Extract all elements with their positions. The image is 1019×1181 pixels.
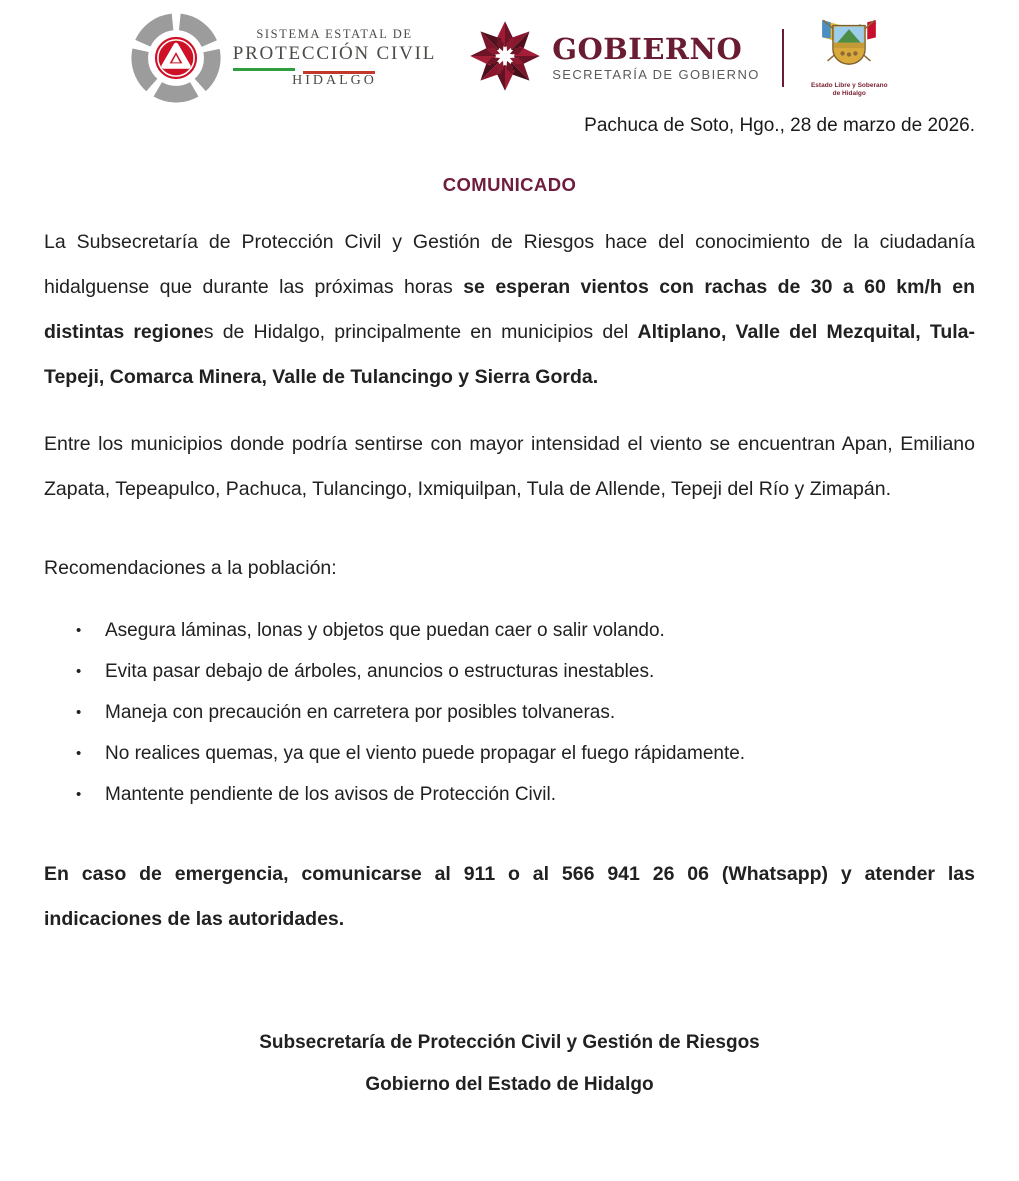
star-flower-icon (468, 19, 542, 98)
proteccion-civil-emblem-icon (127, 9, 225, 107)
proteccion-civil-logo (127, 9, 437, 107)
recommendation-item: • Evita pasar debajo de árboles, anuncios o estructuras inestables. (44, 657, 975, 687)
recommendation-item: • Maneja con precaución en carretera por posibles tolvaneras. (44, 698, 975, 728)
paragraph-intro-bold-regions: Altiplano, Valle del Mezquital, Tula-Tepeji, Comarca Minera, Valle de Tulancingo y Sierra Gorda. (44, 321, 976, 388)
pc-logo-line1: SISTEMA ESTATAL DE (256, 27, 413, 41)
header-divider (782, 29, 785, 87)
gobierno-wordmark (552, 31, 760, 83)
coat-of-arms-icon (810, 18, 888, 81)
crest-caption-line2: de Hidalgo (832, 90, 866, 97)
hidalgo-coat-of-arms (806, 18, 892, 98)
recommendation-item: • Asegura láminas, lonas y objetos que puedan caer o salir volando. (44, 616, 975, 646)
document-footer (44, 1032, 975, 1096)
footer-line-1: Subsecretaría de Protección Civil y Gestión de Riesgos (259, 1032, 760, 1053)
emergency-notice: En caso de emergencia, comunicarse al 911 o al 566 941 26 06 (Whatsapp) y atender las indicaciones de las autoridades. (44, 863, 975, 930)
recommendations-list (44, 616, 975, 810)
pc-logo-line2: PROTECCIÓN CIVIL (232, 43, 437, 64)
proteccion-civil-wordmark (233, 27, 437, 89)
gobierno-logo (468, 19, 760, 98)
green-rule (233, 68, 295, 71)
paragraph-intro-text: La Subsecretaría de Protección Civil y Gestión de Riesgos hace del conocimiento de la ciudadanía hidalguense que durante las próximas horas (44, 231, 975, 298)
footer-line-2: Gobierno del Estado de Hidalgo (365, 1074, 654, 1095)
document-title: COMUNICADO (442, 174, 577, 195)
recommendation-item: • No realices quemas, ya que el viento puede propagar el fuego rápidamente. (44, 739, 975, 769)
pc-logo-line3: HIDALGO (292, 73, 377, 88)
paragraph-intro-bold-wind: se esperan vientos con rachas de 30 a 60 km/h en distintas regione (44, 276, 975, 343)
paragraph-intro-text-2: s de Hidalgo, principalmente en municipios del (203, 321, 638, 343)
crest-caption-line1: Estado Libre y Soberano (810, 81, 888, 89)
gobierno-title: GOBIERNO (552, 31, 743, 66)
recommendation-item: • Mantente pendiente de los avisos de Protección Civil. (44, 780, 975, 810)
dateline: Pachuca de Soto, Hgo., 28 de marzo de 2026. (584, 115, 975, 136)
header (44, 10, 975, 106)
paragraph-municipios: Entre los municipios donde podría sentirse con mayor intensidad el viento se encuentran Apan, Emiliano Zapata, Tepeapulco, Pachuca, Tulancingo, Ixmiquilpan, Tula de Allende, Tepeji del Río y Zimapán. (44, 433, 975, 500)
gobierno-subtitle: SECRETARÍA DE GOBIERNO (552, 67, 760, 83)
recommendations-heading: Recomendaciones a la población: (44, 557, 337, 579)
paragraph-intro (44, 220, 975, 400)
coat-of-arms-caption (811, 82, 888, 98)
